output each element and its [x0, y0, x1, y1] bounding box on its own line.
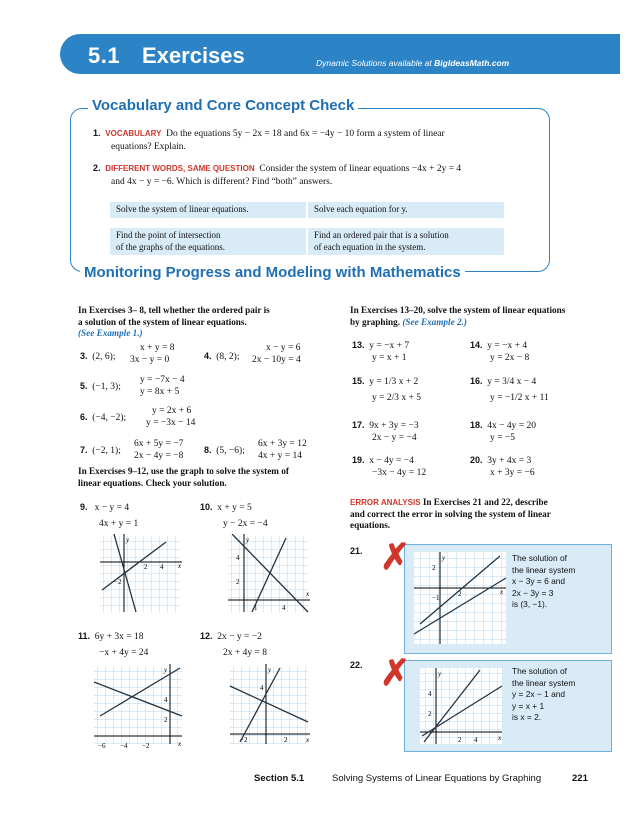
svg-text:x: x [178, 562, 182, 570]
exercise-20: 20. 3y + 4x = 3 x + 3y = −6 [470, 455, 535, 478]
svg-text:2: 2 [458, 590, 462, 598]
exercise-8: 8. (5, −6); [204, 445, 245, 456]
graph-exercise-21 [412, 550, 508, 646]
svg-text:y: y [126, 536, 130, 544]
footer-title: Solving Systems of Linear Equations by Graphing [332, 773, 542, 784]
exercise-5-system: y = −7x − 4 y = 8x + 5 [140, 375, 185, 397]
svg-text:2: 2 [164, 716, 168, 724]
dynamic-solutions-note: Dynamic Solutions available at BigIdeasMath.com [316, 58, 510, 68]
error-analysis-instructions: ERROR ANALYSIS In Exercises 21 and 22, describe and correct the error in solving the system of linear equations. [350, 497, 551, 530]
svg-text:4: 4 [160, 563, 164, 571]
svg-text:y: y [442, 554, 446, 562]
svg-text:−4: −4 [120, 742, 128, 750]
svg-text:y: y [164, 666, 168, 674]
exercise-7: 7. (−2, 1); [80, 445, 121, 456]
instructions-13-20: In Exercises 13–20, solve the system of linear equations by graphing. (See Example 2.) [350, 305, 566, 327]
svg-text:−2: −2 [114, 578, 122, 586]
instructions-9-12: In Exercises 9–12, use the graph to solve the system of linear equations. Check your solution. [78, 466, 289, 488]
svg-text:4: 4 [164, 696, 168, 704]
exercise-19: 19. x − 4y = −4 −3x − 4y = 12 [352, 455, 427, 478]
svg-text:2: 2 [432, 564, 436, 572]
svg-text:x: x [500, 588, 504, 596]
section-number: 5.1 [88, 43, 121, 68]
graph-exercise-12 [226, 664, 312, 750]
svg-text:x: x [306, 736, 310, 744]
exercise-4: 4. (8, 2); [204, 351, 240, 362]
exercise-22-number: 22. [350, 660, 363, 670]
svg-text:−6: −6 [98, 742, 106, 750]
exercise-5: 5. (−1, 3); [80, 381, 121, 392]
svg-text:x: x [498, 734, 502, 742]
exercise-21-text: The solution of the linear system x − 3y = 6 and 2x − 3y = 3 is (3, −1). [512, 553, 576, 609]
exercise-3: 3. (2, 6); [80, 351, 116, 362]
exercise-3-system: x + y = 8 3x − y = 0 [130, 343, 175, 365]
page-number: 221 [572, 773, 588, 784]
exercise-11: 11. 6y + 3x = 18 −x + 4y = 24 [78, 631, 149, 658]
svg-text:2: 2 [284, 736, 288, 744]
exercise-15: 15. y = 1/3 x + 2 y = 2/3 x + 5 [352, 376, 421, 403]
exercise-4-system: x − y = 6 2x − 10y = 4 [252, 343, 301, 365]
exercise-12: 12. 2x − y = −2 2x + 4y = 8 [200, 631, 267, 658]
choice-solve-each-for-y: Solve each equation for y. [308, 202, 504, 218]
graph-exercise-9 [96, 534, 184, 614]
svg-text:4: 4 [474, 736, 478, 744]
section-title: Exercises [142, 43, 245, 68]
vocab-title: Vocabulary and Core Concept Check [88, 97, 358, 114]
svg-text:y: y [268, 666, 272, 674]
exercise-6-system: y = 2x + 6 y = −3x − 14 [146, 406, 196, 428]
svg-text:2: 2 [236, 578, 240, 586]
graph-exercise-22 [418, 666, 504, 746]
svg-text:y: y [246, 536, 250, 544]
svg-text:−1: −1 [432, 594, 440, 602]
exercise-2: 2. DIFFERENT WORDS, SAME QUESTION Consider the system of linear equations −4x + 2y = 4 and 4x − y = −6. Which is different? Find “both” answers. [93, 163, 462, 187]
exercise-21-number: 21. [350, 546, 363, 556]
svg-text:4: 4 [282, 604, 286, 612]
exercise-6: 6. (−4, −2); [80, 412, 127, 423]
error-x-icon: ✗ [380, 536, 411, 577]
svg-text:−2: −2 [240, 736, 248, 744]
svg-text:4: 4 [236, 554, 240, 562]
exercise-1: 1. VOCABULARY Do the equations 5y − 2x = 18 and 6x = −4y − 10 form a system of linear equations? Explain. [93, 128, 445, 152]
graph-exercise-10 [224, 534, 314, 614]
exercise-22-text: The solution of the linear system y = 2x − 1 and y = x + 1 is x = 2. [512, 666, 576, 722]
exercise-9: 9. x − y = 4 4x + y = 1 [80, 502, 139, 529]
svg-text:4: 4 [260, 684, 264, 692]
monitoring-title: Monitoring Progress and Modeling with Mathematics [80, 264, 465, 281]
exercise-16: 16. y = 3/4 x − 4 y = −1/2 x + 11 [470, 376, 549, 403]
svg-text:x: x [178, 740, 182, 748]
footer-section: Section 5.1 [254, 773, 305, 784]
exercise-14: 14. y = −x + 4 y = 2x − 8 [470, 340, 530, 363]
choice-solve-system: Solve the system of linear equations. [110, 202, 306, 218]
svg-text:1: 1 [254, 604, 258, 612]
error-x-icon: ✗ [380, 652, 411, 693]
instructions-3-8: In Exercises 3– 8, tell whether the ordered pair is a solution of the system of linear equations. (See Example 1.) [78, 305, 270, 338]
graph-exercise-11 [90, 664, 186, 750]
svg-text:4: 4 [428, 690, 432, 698]
choice-ordered-pair: Find an ordered pair that is a solution of each equation in the system. [308, 228, 504, 255]
exercise-17: 17. 9x + 3y = −3 2x − y = −4 [352, 420, 419, 443]
svg-text:2: 2 [428, 710, 432, 718]
svg-text:−2: −2 [142, 742, 150, 750]
exercise-7-system: 6x + 5y = −7 2x − 4y = −8 [134, 439, 184, 461]
svg-text:2: 2 [458, 736, 462, 744]
site-link[interactable]: BigIdeasMath.com [434, 58, 510, 68]
svg-text:y: y [438, 670, 442, 678]
choice-intersection: Find the point of intersection of the graphs of the equations. [110, 228, 306, 255]
exercise-8-system: 6x + 3y = 12 4x + y = 14 [258, 439, 307, 461]
exercise-18: 18. 4x − 4y = 20 y = −5 [470, 420, 536, 443]
exercise-13: 13. y = −x + 7 y = x + 1 [352, 340, 410, 363]
svg-text:x: x [306, 590, 310, 598]
svg-text:2: 2 [144, 563, 148, 571]
exercise-10: 10. x + y = 5 y − 2x = −4 [200, 502, 268, 529]
